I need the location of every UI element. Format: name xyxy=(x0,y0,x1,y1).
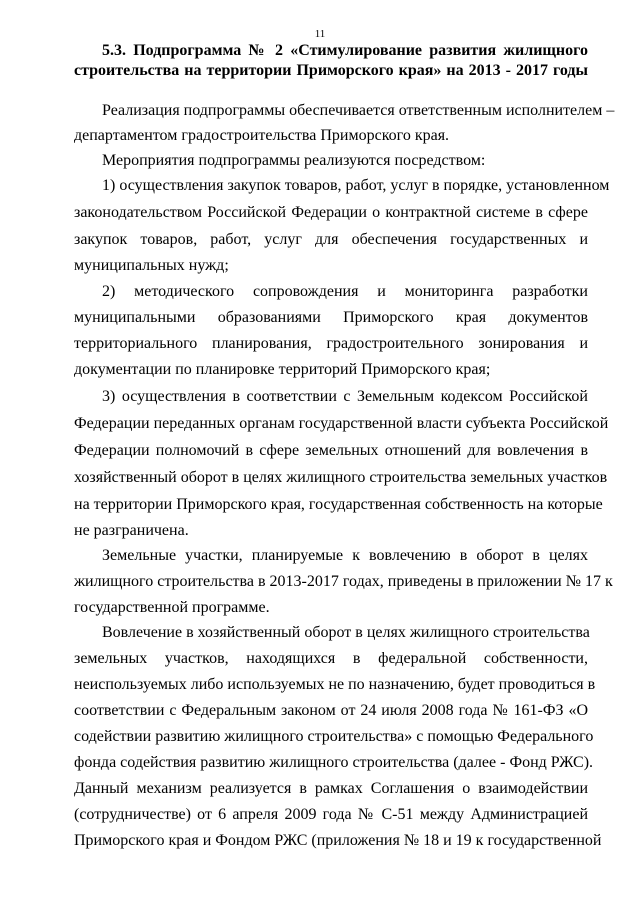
paragraph-line: Реализация подпрограммы обеспечивается ответственным исполнителем – xyxy=(102,102,615,119)
paragraph-line: земельных участков, находящихся в федеральной собственности, xyxy=(74,650,588,667)
paragraph-line: неиспользуемых либо используемых не по назначению, будет проводиться в xyxy=(74,676,596,693)
list-item-2-line: 2) методического сопровождения и мониторинга разработки xyxy=(102,283,588,300)
list-item-2-line: документации по планировке территорий Приморского края; xyxy=(74,361,491,378)
paragraph-line: содействии развитию жилищного строительства» с помощью Федерального xyxy=(74,728,594,745)
list-item-2-line: муниципальными образованиями Приморского края документов xyxy=(74,309,588,326)
list-item-1-line: муниципальных нужд; xyxy=(74,257,229,274)
page-number: 11 xyxy=(314,28,326,40)
paragraph-line: Приморского края и Фондом РЖС (приложения № 18 и 19 к государственной xyxy=(74,832,602,849)
list-item-1-line: закупок товаров, работ, услуг для обеспечения государственных и xyxy=(74,231,588,248)
list-item-2-line: территориального планирования, градостроительного зонирования и xyxy=(74,335,588,352)
list-item-3-line: не разграничена. xyxy=(74,522,189,539)
paragraph-line: (сотрудничестве) от 6 апреля 2009 года № С-51 между Администрацией xyxy=(74,806,588,823)
paragraph-line: Данный механизм реализуется в рамках Соглашения о взаимодействии xyxy=(74,780,588,797)
paragraph-line: государственной программе. xyxy=(74,599,270,616)
list-item-1-line: 1) осуществления закупок товаров, работ, услуг в порядке, установленном xyxy=(102,177,610,194)
paragraph-line: Вовлечение в хозяйственный оборот в целях жилищного строительства xyxy=(102,624,590,641)
paragraph-line: Земельные участки, планируемые к вовлечению в оборот в целях xyxy=(102,547,588,564)
list-item-3-line: на территории Приморского края, государственная собственность на которые xyxy=(74,496,603,513)
list-item-3-line: 3) осуществления в соответствии с Земельным кодексом Российской xyxy=(102,388,588,405)
list-item-3-line: Федерации полномочий в сфере земельных отношений для вовлечения в xyxy=(74,442,588,459)
list-item-1-line: законодательством Российской Федерации о контрактной системе в сфере xyxy=(74,204,588,221)
paragraph-line: фонда содействия развитию жилищного строительства (далее - Фонд РЖС). xyxy=(74,754,594,771)
heading-line-2: строительства на территории Приморского края» на 2013 - 2017 годы xyxy=(74,62,588,79)
paragraph-line: Мероприятия подпрограммы реализуются посредством: xyxy=(102,152,486,169)
heading-line-1: 5.3. Подпрограмма № 2 «Стимулирование развития жилищного xyxy=(102,42,588,59)
paragraph-line: департаментом градостроительства Приморского края. xyxy=(74,127,450,144)
list-item-3-line: хозяйственный оборот в целях жилищного строительства земельных участков xyxy=(74,469,608,486)
paragraph-line: соответствии с Федеральным законом от 24 июля 2008 года № 161-ФЗ «О xyxy=(74,702,588,719)
paragraph-line: жилищного строительства в 2013-2017 годах, приведены в приложении № 17 к xyxy=(74,573,613,590)
list-item-3-line: Федерации переданных органам государственной власти субъекта Российской xyxy=(74,415,609,432)
